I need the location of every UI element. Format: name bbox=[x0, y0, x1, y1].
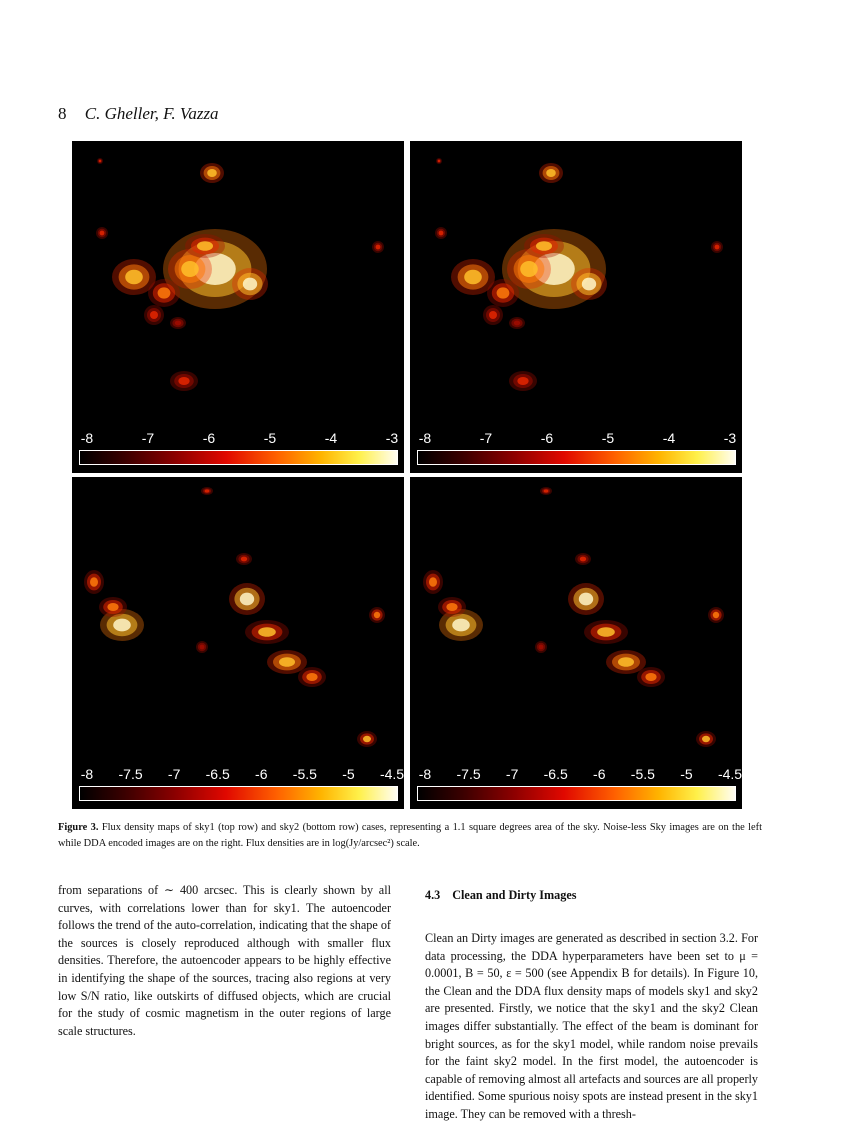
colorbar-tick-label: -4.5 bbox=[379, 766, 404, 782]
left-column-text: from separations of ∼ 400 arcsec. This is clearly shown by all curves, with correlations lower than for sky1. The autoencoder follows the trend of the auto-correlation, indicating that the shape of the sources is closely reproduced although with smaller flux densities. Therefore, the autoencoder appears to be highly effective in identifying the shape of the sources, tracing also regions at very low S/N ratio, like outskirts of diffused objects, which are crucial for the study of cosmic magnetism in the outer regions of large scale structures. bbox=[58, 883, 391, 1038]
flux-blob bbox=[544, 489, 549, 492]
colorbar-tick-label: -5 bbox=[342, 766, 355, 782]
colorbar-tick-label: -4.5 bbox=[717, 766, 742, 782]
colorbar-tick-label: -4 bbox=[324, 430, 338, 446]
flux-map-sky1-dda bbox=[410, 141, 742, 431]
flux-map-sky2-dda bbox=[410, 477, 742, 767]
flux-blob bbox=[580, 557, 586, 562]
flux-blob bbox=[446, 603, 457, 611]
flux-blob bbox=[514, 321, 520, 326]
flux-blob bbox=[497, 287, 510, 298]
flux-blob bbox=[99, 160, 101, 162]
colorbar-tick-labels bbox=[410, 430, 742, 450]
flux-blob bbox=[546, 169, 556, 177]
colorbar-tick-label: -5 bbox=[601, 430, 615, 446]
flux-blob bbox=[452, 619, 470, 632]
flux-map-sky1-noiseless bbox=[72, 141, 404, 431]
flux-blob bbox=[258, 627, 276, 637]
flux-blob bbox=[645, 673, 656, 681]
right-column-text: Clean an Dirty images are generated as described in section 3.2. For data processing, the DDA hyperparameters have been set to μ = 0.0001, B = 50, ε = 500 (see Appendix B for details). In Figure 10, the Clean and the DDA flux density maps of models sky1 and sky2 are presented. Firstly, we notice that the sky1 and the sky2 Clean images differ substantially. The effect of the beam is dominant for bright sources, as for the sky1 model, while random noise prevails for the faint sky2 model. In the first model, the autoencoder is capable of removing almost all artefacts and sources are all properly identified. Some spurious noisy spots are instead present in the sky1 image. They can be removed with a thresh- bbox=[425, 931, 758, 1121]
panel-sky1-dda bbox=[410, 141, 742, 473]
flux-blob bbox=[181, 261, 199, 277]
colorbar bbox=[417, 786, 736, 801]
flux-blob bbox=[715, 245, 720, 250]
flux-blob bbox=[517, 377, 528, 385]
colorbar bbox=[79, 786, 398, 801]
colorbar-tick-label: -8 bbox=[80, 430, 94, 446]
flux-blob bbox=[178, 377, 189, 385]
colorbar-tick-label: -5.5 bbox=[292, 766, 317, 782]
panel-sky1-noiseless bbox=[72, 141, 404, 473]
flux-blob bbox=[438, 160, 440, 162]
colorbar-tick-label: -8 bbox=[418, 430, 432, 446]
figure-caption bbox=[58, 820, 762, 852]
flux-blob bbox=[579, 593, 593, 606]
colorbar-tick-label: -3 bbox=[723, 430, 737, 446]
colorbar-tick-label: -7 bbox=[479, 430, 493, 446]
flux-blob bbox=[100, 231, 105, 236]
flux-blob bbox=[464, 270, 482, 284]
flux-blob bbox=[200, 645, 205, 650]
flux-blob bbox=[713, 612, 719, 618]
colorbar-tick-label: -7 bbox=[505, 766, 519, 782]
flux-blob bbox=[582, 278, 596, 291]
flux-blob bbox=[363, 736, 371, 742]
colorbar-tick-labels bbox=[72, 766, 404, 786]
flux-blob bbox=[90, 577, 98, 587]
flux-blob bbox=[374, 612, 380, 618]
flux-blob bbox=[207, 169, 217, 177]
colorbar-tick-labels bbox=[410, 766, 742, 786]
colorbar-tick-label: -6 bbox=[202, 430, 216, 446]
flux-blob bbox=[175, 321, 181, 326]
flux-blob bbox=[439, 231, 444, 236]
flux-map-sky2-noiseless bbox=[72, 477, 404, 767]
flux-blob bbox=[536, 241, 552, 251]
colorbar bbox=[417, 450, 736, 465]
colorbar-tick-label: -5 bbox=[680, 766, 693, 782]
section-title: Clean and Dirty Images bbox=[452, 888, 577, 902]
flux-blob bbox=[279, 657, 295, 667]
caption-label: Figure 3. bbox=[58, 822, 99, 833]
caption-text: Flux density maps of sky1 (top row) and sky2 (bottom row) cases, representing a 1.1 square degrees area of the sky. Noise-less Sky images are on the left while DDA encoded images are on the right. Flux densities are in log(Jy/arcsec²) scale. bbox=[58, 822, 762, 849]
flux-blob bbox=[107, 603, 118, 611]
panel-sky2-noiseless bbox=[72, 477, 404, 809]
colorbar-tick-label: -8 bbox=[80, 766, 94, 782]
running-header bbox=[58, 104, 219, 124]
flux-blob bbox=[150, 311, 158, 319]
panel-sky2-dda bbox=[410, 477, 742, 809]
flux-blob bbox=[539, 645, 544, 650]
flux-blob bbox=[243, 278, 257, 291]
colorbar-tick-label: -5 bbox=[263, 430, 277, 446]
flux-blob bbox=[429, 577, 437, 587]
flux-blob bbox=[113, 619, 131, 632]
colorbar-tick-label: -6 bbox=[255, 766, 268, 782]
flux-blob bbox=[597, 627, 615, 637]
flux-blob bbox=[520, 261, 538, 277]
colorbar-tick-label: -6 bbox=[593, 766, 606, 782]
flux-blob bbox=[306, 673, 317, 681]
colorbar-tick-label: -4 bbox=[662, 430, 676, 446]
flux-blob bbox=[241, 557, 247, 562]
flux-blob bbox=[618, 657, 634, 667]
colorbar-tick-label: -3 bbox=[385, 430, 399, 446]
page-number: 8 bbox=[58, 104, 67, 123]
colorbar bbox=[79, 450, 398, 465]
colorbar-tick-label: -7.5 bbox=[456, 766, 481, 782]
colorbar-tick-label: -6.5 bbox=[205, 766, 230, 782]
flux-blob bbox=[702, 736, 710, 742]
section-heading bbox=[425, 888, 576, 903]
authors: C. Gheller, F. Vazza bbox=[84, 104, 219, 123]
flux-blob bbox=[376, 245, 381, 250]
colorbar-tick-label: -8 bbox=[418, 766, 432, 782]
colorbar-tick-label: -7 bbox=[167, 766, 181, 782]
colorbar-tick-label: -5.5 bbox=[630, 766, 655, 782]
colorbar-tick-labels bbox=[72, 430, 404, 450]
colorbar-tick-label: -7 bbox=[141, 430, 155, 446]
flux-blob bbox=[158, 287, 171, 298]
flux-blob bbox=[489, 311, 497, 319]
flux-blob bbox=[205, 489, 210, 492]
colorbar-tick-label: -7.5 bbox=[118, 766, 143, 782]
colorbar-tick-label: -6 bbox=[540, 430, 554, 446]
colorbar-tick-label: -6.5 bbox=[543, 766, 568, 782]
flux-blob bbox=[240, 593, 254, 606]
flux-blob bbox=[125, 270, 143, 284]
section-number: 4.3 bbox=[425, 888, 441, 902]
flux-blob bbox=[197, 241, 213, 251]
